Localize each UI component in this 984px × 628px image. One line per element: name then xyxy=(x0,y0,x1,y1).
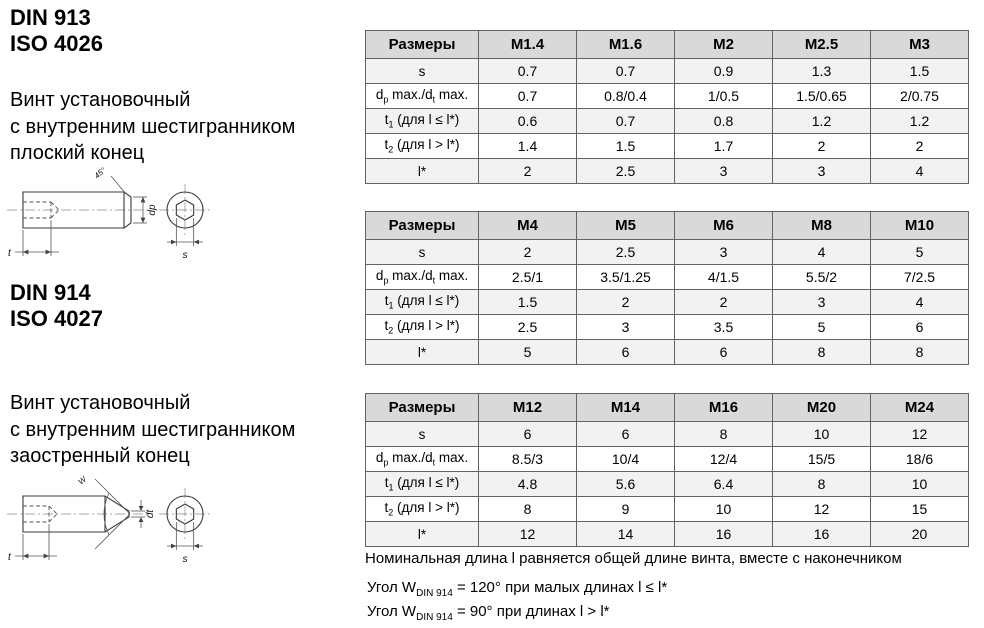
value-cell: 6 xyxy=(577,422,675,447)
value-cell: 2 xyxy=(773,134,871,159)
value-cell: 14 xyxy=(577,522,675,547)
value-cell: 10 xyxy=(675,497,773,522)
table-row xyxy=(366,290,969,315)
iso4026-title: ISO 4026 xyxy=(10,31,103,56)
iso4027-title: ISO 4027 xyxy=(10,306,103,331)
din913-flat-point-drawing xyxy=(5,165,230,268)
value-cell: 4 xyxy=(871,290,969,315)
value-cell: 0.9 xyxy=(675,59,773,84)
value-cell: 6 xyxy=(577,340,675,365)
table-row xyxy=(366,422,969,447)
end-view xyxy=(159,184,211,261)
row-label: $t_1$ (для l ≤ l*) xyxy=(366,472,479,497)
dim-s-label: s xyxy=(182,250,188,261)
dim-t-label: t xyxy=(8,248,11,259)
col-header-m1.6: M1.6 xyxy=(577,31,675,59)
col-header-sizes: Размеры xyxy=(366,31,479,59)
description-line: с внутренним шестигранником xyxy=(10,115,296,138)
value-cell: 12 xyxy=(773,497,871,522)
value-cell: 1.5 xyxy=(577,134,675,159)
col-header-m16: M16 xyxy=(675,394,773,422)
row-label: $t_1$ (для l ≤ l*) xyxy=(366,109,479,134)
col-header-m10: M10 xyxy=(871,212,969,240)
table-row xyxy=(366,109,969,134)
value-cell: 4.8 xyxy=(479,472,577,497)
value-cell: 1.4 xyxy=(479,134,577,159)
value-cell: 5 xyxy=(871,240,969,265)
value-cell: 12 xyxy=(479,522,577,547)
spec-table-host-m4-m10 xyxy=(365,211,969,365)
col-header-sizes: Размеры xyxy=(366,394,479,422)
value-cell: 0.8 xyxy=(675,109,773,134)
table-row xyxy=(366,497,969,522)
col-header-m2: M2 xyxy=(675,31,773,59)
dim-dp-label: dp xyxy=(147,204,158,216)
value-cell: 2 xyxy=(479,240,577,265)
row-label: s xyxy=(366,59,479,84)
col-header-m5: M5 xyxy=(577,212,675,240)
col-header-m6: M6 xyxy=(675,212,773,240)
value-cell: 8 xyxy=(871,340,969,365)
end-view xyxy=(159,488,211,565)
value-cell: 2 xyxy=(675,290,773,315)
value-cell: 5 xyxy=(773,315,871,340)
value-cell: 3 xyxy=(577,315,675,340)
value-cell: 16 xyxy=(773,522,871,547)
col-header-m4: M4 xyxy=(479,212,577,240)
table-row xyxy=(366,84,969,109)
value-cell: 3 xyxy=(773,159,871,184)
description-line: плоский конец xyxy=(10,142,145,164)
value-cell: 4 xyxy=(871,159,969,184)
table-row xyxy=(366,59,969,84)
description-line: Винт установочный xyxy=(10,392,191,414)
dim-dt-label: dt xyxy=(145,509,156,519)
value-cell: 5 xyxy=(479,340,577,365)
table-row xyxy=(366,522,969,547)
value-cell: 0.7 xyxy=(577,109,675,134)
din913-title: DIN 913 xyxy=(10,5,91,30)
value-cell: 8 xyxy=(773,472,871,497)
value-cell: 2/0.75 xyxy=(871,84,969,109)
row-label: l* xyxy=(366,340,479,365)
value-cell: 3 xyxy=(675,159,773,184)
description-line: с внутренним шестигранником xyxy=(10,418,296,441)
dim-s-label: s xyxy=(182,554,188,565)
description-line: Винт установочный xyxy=(10,89,191,111)
header-row xyxy=(366,212,969,240)
value-cell: 18/6 xyxy=(871,447,969,472)
table-row xyxy=(366,315,969,340)
value-cell: 1.2 xyxy=(773,109,871,134)
value-cell: 12/4 xyxy=(675,447,773,472)
value-cell: 2.5/1 xyxy=(479,265,577,290)
value-cell: 4/1.5 xyxy=(675,265,773,290)
header-row xyxy=(366,31,969,59)
value-cell: 0.6 xyxy=(479,109,577,134)
row-label: l* xyxy=(366,522,479,547)
col-header-sizes: Размеры xyxy=(366,212,479,240)
value-cell: 6 xyxy=(479,422,577,447)
value-cell: 0.7 xyxy=(479,84,577,109)
value-cell: 2.5 xyxy=(577,159,675,184)
row-label: $t_2$ (для l > l*) xyxy=(366,315,479,340)
col-header-m1.4: M1.4 xyxy=(479,31,577,59)
spec-table-host-m12-m24 xyxy=(365,393,969,547)
spec-table-m1_4-m3 xyxy=(365,30,969,184)
value-cell: 1.2 xyxy=(871,109,969,134)
value-cell: 3 xyxy=(773,290,871,315)
value-cell: 2 xyxy=(577,290,675,315)
col-header-m14: M14 xyxy=(577,394,675,422)
row-label: l* xyxy=(366,159,479,184)
col-header-m24: M24 xyxy=(871,394,969,422)
cone-angle-annotation xyxy=(77,474,130,549)
col-header-m20: M20 xyxy=(773,394,871,422)
value-cell: 9 xyxy=(577,497,675,522)
col-header-m12: M12 xyxy=(479,394,577,422)
value-cell: 15/5 xyxy=(773,447,871,472)
row-label: $t_1$ (для l ≤ l*) xyxy=(366,290,479,315)
din914-title: DIN 914 xyxy=(10,280,91,305)
table-row xyxy=(366,447,969,472)
chamfer-angle-annotation xyxy=(93,165,126,194)
value-cell: 2 xyxy=(479,159,577,184)
row-label: s xyxy=(366,422,479,447)
value-cell: 10 xyxy=(773,422,871,447)
value-cell: 3 xyxy=(675,240,773,265)
col-header-m2.5: M2.5 xyxy=(773,31,871,59)
footnote-nominal-length: Номинальная длина l равняется общей длине винта, вместе с наконечником xyxy=(365,550,902,567)
table-row xyxy=(366,134,969,159)
value-cell: 12 xyxy=(871,422,969,447)
dim-t-label: t xyxy=(8,552,11,563)
value-cell: 3.5/1.25 xyxy=(577,265,675,290)
value-cell: 5.6 xyxy=(577,472,675,497)
row-label: s xyxy=(366,240,479,265)
din914-description xyxy=(10,390,295,470)
value-cell: 4 xyxy=(773,240,871,265)
value-cell: 0.8/0.4 xyxy=(577,84,675,109)
value-cell: 1.7 xyxy=(675,134,773,159)
description-line: заостренный конец xyxy=(10,445,190,467)
value-cell: 1/0.5 xyxy=(675,84,773,109)
din914-cone-point-drawing xyxy=(5,472,230,572)
footnote-angle-120: Угол $W_{DIN 914} = 120^\circ$ при малых длинах l ≤ l* xyxy=(367,579,668,599)
cone-angle-label: W xyxy=(76,474,89,487)
value-cell: 8 xyxy=(675,422,773,447)
value-cell: 8 xyxy=(479,497,577,522)
value-cell: 0.7 xyxy=(479,59,577,84)
value-cell: 20 xyxy=(871,522,969,547)
value-cell: 2.5 xyxy=(577,240,675,265)
value-cell: 0.7 xyxy=(577,59,675,84)
value-cell: 5.5/2 xyxy=(773,265,871,290)
dimension-t xyxy=(8,220,59,259)
value-cell: 3.5 xyxy=(675,315,773,340)
value-cell: 10/4 xyxy=(577,447,675,472)
value-cell: 16 xyxy=(675,522,773,547)
row-label: $d_p$ $\max./d_t$ max. xyxy=(366,84,479,109)
dimension-t xyxy=(8,524,57,563)
din914-iso4027-heading xyxy=(10,280,103,332)
footnote-angle-90: Угол $W_{DIN 914} = 90^\circ$ при длинах l > l* xyxy=(367,603,610,623)
spec-table-m4-m10 xyxy=(365,211,969,365)
spec-table-host-m1_4-m3 xyxy=(365,30,969,184)
din913-description xyxy=(10,87,295,167)
spec-table-m12-m24 xyxy=(365,393,969,547)
table-row xyxy=(366,159,969,184)
value-cell: 1.5/0.65 xyxy=(773,84,871,109)
table-row xyxy=(366,265,969,290)
col-header-m3: M3 xyxy=(871,31,969,59)
value-cell: 2 xyxy=(871,134,969,159)
screw-side-view xyxy=(7,474,156,563)
screw-side-view xyxy=(7,165,158,259)
value-cell: 7/2.5 xyxy=(871,265,969,290)
row-label: $t_2$ (для l > l*) xyxy=(366,497,479,522)
value-cell: 8 xyxy=(773,340,871,365)
value-cell: 1.5 xyxy=(479,290,577,315)
value-cell: 6 xyxy=(871,315,969,340)
value-cell: 10 xyxy=(871,472,969,497)
value-cell: 6 xyxy=(675,340,773,365)
table-row xyxy=(366,240,969,265)
row-label: $t_2$ (для l > l*) xyxy=(366,134,479,159)
value-cell: 1.3 xyxy=(773,59,871,84)
value-cell: 8.5/3 xyxy=(479,447,577,472)
row-label: $d_p$ $\max./d_t$ max. xyxy=(366,447,479,472)
value-cell: 2.5 xyxy=(479,315,577,340)
header-row xyxy=(366,394,969,422)
chamfer-angle-label: 45° xyxy=(92,165,108,181)
value-cell: 15 xyxy=(871,497,969,522)
value-cell: 6.4 xyxy=(675,472,773,497)
table-row xyxy=(366,340,969,365)
row-label: $d_p$ $\max./d_t$ max. xyxy=(366,265,479,290)
table-row xyxy=(366,472,969,497)
col-header-m8: M8 xyxy=(773,212,871,240)
din913-iso4026-heading xyxy=(10,5,103,57)
value-cell: 1.5 xyxy=(871,59,969,84)
